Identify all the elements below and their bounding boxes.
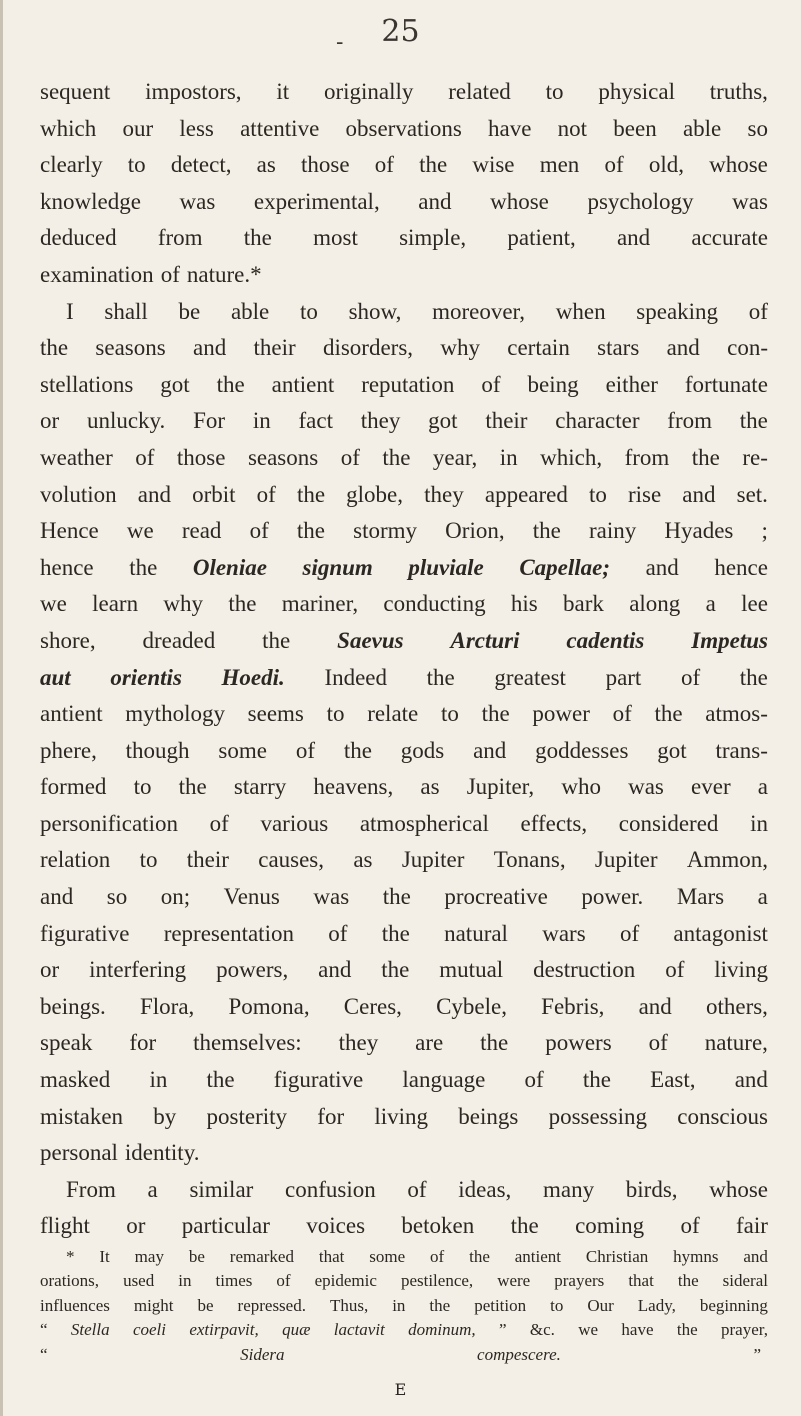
text-line: and so on; Venus was the procreative power. Mars a (40, 884, 768, 910)
text-line: personification of various atmospherical effects, considered in (40, 810, 768, 836)
text-line: antient mythology seems to relate to the power of the atmos- (40, 701, 768, 727)
text-line: which our less attentive observations have not been able so (40, 115, 768, 141)
page-number: 25 (381, 14, 420, 49)
text-line: stellations got the antient reputation of being either fortunate (40, 371, 768, 397)
signature-mark: E (394, 1380, 407, 1399)
text-line: * It may be remarked that some of the antient Christian hymns and (66, 1247, 768, 1266)
text-line: aut orientis Hoedi. Indeed the greatest part of the (40, 664, 768, 690)
text-line: or unlucky. For in fact they got their character from the (40, 408, 768, 434)
text-line: we learn why the mariner, conducting his bark along a lee (40, 591, 768, 617)
text-line: volution and orbit of the globe, they appeared to rise and set. (40, 481, 768, 507)
text-line: beings. Flora, Pomona, Ceres, Cybele, Febris, and others, (40, 993, 768, 1019)
text-line: “ Sidera compescere. ” (40, 1344, 761, 1364)
text-line: figurative representation of the natural wars of antagonist (40, 920, 768, 946)
text-line: mistaken by posterity for living beings possessing conscious (40, 1103, 768, 1129)
text-line: masked in the figurative language of the East, and (40, 1067, 768, 1093)
text-line: From a similar confusion of ideas, many birds, whose (66, 1176, 768, 1202)
text-line: speak for themselves: they are the powers of nature, (40, 1030, 768, 1056)
text-line: flight or particular voices betoken the coming of fair (40, 1213, 768, 1239)
text-line: the seasons and their disorders, why certain stars and con- (40, 335, 768, 361)
text-line: Hence we read of the stormy Orion, the rainy Hyades ; (40, 518, 768, 544)
text-line: knowledge was experimental, and whose psychology was (40, 188, 768, 214)
text-line: phere, though some of the gods and goddesses got trans- (40, 737, 768, 763)
page-edge (0, 0, 3, 1416)
text-line: examination of nature.* (40, 261, 262, 287)
text-line: influences might be repressed. Thus, in the petition to Our Lady, beginning (40, 1295, 768, 1315)
text-line: personal identity. (40, 1140, 200, 1166)
footnote (40, 1245, 768, 1367)
text-line: shore, dreaded the Saevus Arcturi cadentis Impetus (40, 627, 768, 653)
text-line: “ Stella coeli extirpavit, quæ lactavit dominum, ” &c. we have the prayer, (40, 1320, 768, 1340)
text-line: I shall be able to show, moreover, when speaking of (66, 298, 768, 324)
text-line: hence the Oleniae signum pluviale Capellae; and hence (40, 554, 768, 580)
text-line: orations, used in times of epidemic pestilence, were prayers that the sideral (40, 1271, 768, 1291)
text-line: or interfering powers, and the mutual destruction of living (40, 957, 768, 983)
body-text (40, 74, 768, 1245)
text-line: relation to their causes, as Jupiter Tonans, Jupiter Ammon, (40, 847, 768, 873)
text-line: weather of those seasons of the year, in which, from the re- (40, 444, 768, 470)
text-line: clearly to detect, as those of the wise men of old, whose (40, 152, 768, 178)
text-line: formed to the starry heavens, as Jupiter, who was ever a (40, 774, 768, 800)
text-line: sequent impostors, it originally related to physical truths, (40, 79, 768, 104)
margin-mark: - (336, 30, 344, 55)
text-line: deduced from the most simple, patient, and accurate (40, 225, 768, 251)
